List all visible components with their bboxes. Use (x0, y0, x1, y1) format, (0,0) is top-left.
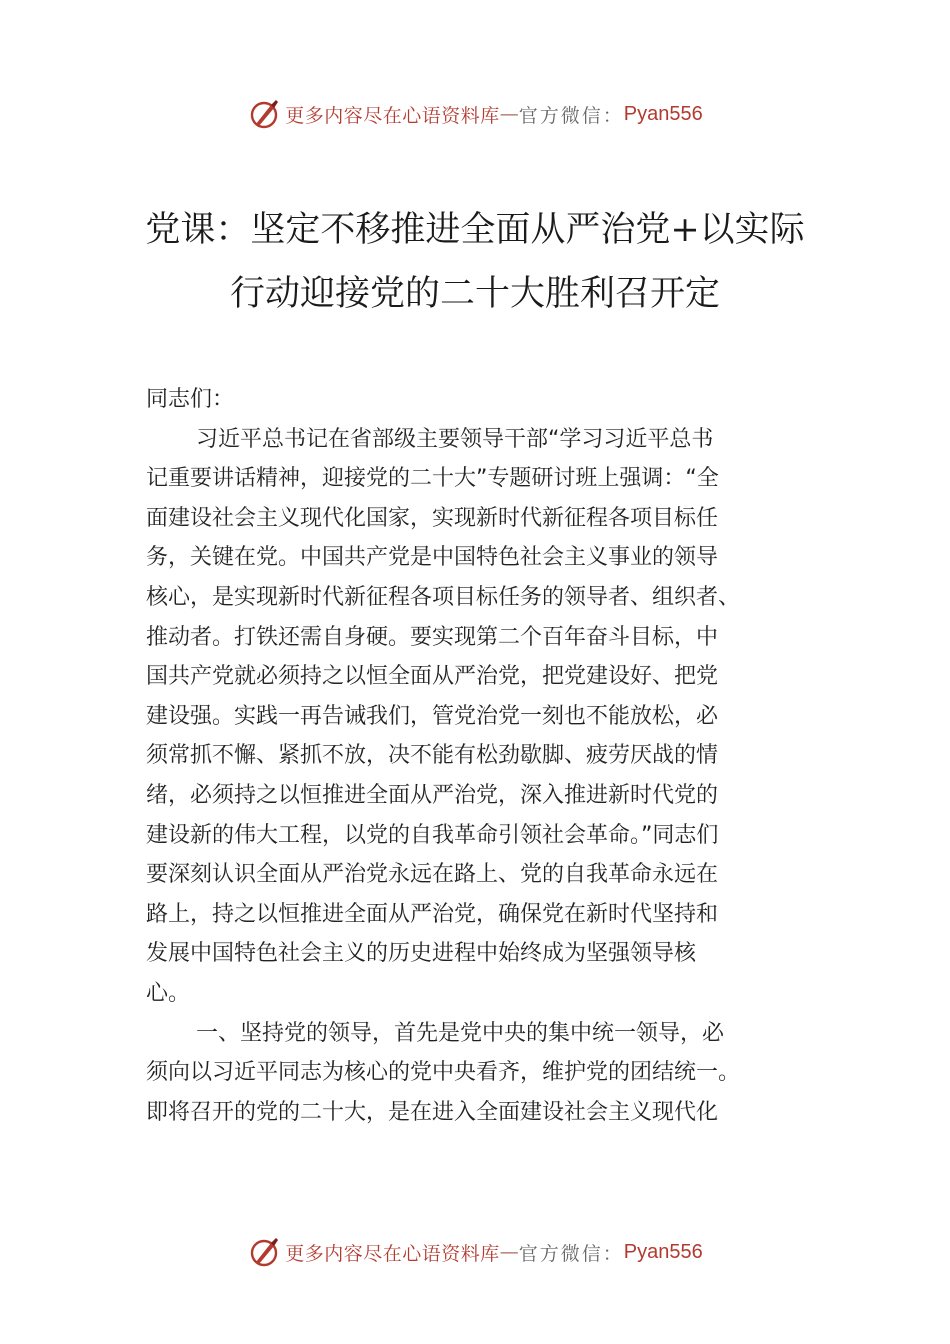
document-body (146, 380, 836, 1132)
paragraph-line: 建设新的伟大工程，以党的自我革命引领社会革命。”同志们 (146, 822, 719, 848)
paragraph-line: 路上，持之以恒推进全面从严治党，确保党在新时代坚持和 (146, 901, 719, 927)
paragraph-line: 发展中国特色社会主义的历史进程中始终成为坚强领导核 (146, 941, 697, 967)
paragraph-line: 绪，必须持之以恒推进全面从严治党，深入推进新时代党的 (146, 782, 719, 808)
paragraph-line: 推动者。打铁还需自身硬。要实现第二个百年奋斗目标，中 (146, 624, 719, 650)
wechat-label: 官方微信： (518, 104, 624, 127)
paragraph-line: 一、坚持党的领导，首先是党中央的集中统一领导，必 (196, 1020, 725, 1046)
quill-logo-icon (247, 1235, 281, 1269)
document-title (100, 198, 850, 326)
brand-name: 更多内容尽在心语资料库 (285, 1242, 500, 1265)
wechat-id: Pyan556 (623, 1240, 703, 1263)
title-line-2: 行动迎接党的二十大胜利召开定 (229, 274, 720, 314)
brand-name: 更多内容尽在心语资料库 (285, 104, 500, 127)
paragraph-line: 习近平总书记在省部级主要领导干部“学习习近平总书 (196, 426, 714, 452)
quill-logo-icon (247, 97, 281, 131)
banner-separator: — (499, 103, 519, 125)
paragraph-line: 须向以习近平同志为核心的党中央看齐，维护党的团结统一。 (146, 1060, 741, 1086)
header-banner (0, 94, 950, 134)
paragraph-line: 建设强。实践一再告诫我们，管党治党一刻也不能放松，必 (146, 703, 719, 729)
salutation: 同志们： (146, 387, 235, 412)
paragraph-line: 要深刻认识全面从严治党永远在路上、党的自我革命永远在 (146, 862, 719, 888)
title-line-1: 党课：坚定不移推进全面从严治党+以实际 (145, 210, 805, 250)
paragraph-1 (146, 420, 836, 1014)
banner-separator: — (499, 1241, 519, 1263)
paragraph-line: 心。 (146, 980, 191, 1006)
paragraph-line: 即将召开的党的二十大，是在进入全面建设社会主义现代化 (146, 1099, 719, 1125)
paragraph-line: 须常抓不懈、紧抓不放，决不能有松劲歇脚、疲劳厌战的情 (146, 743, 719, 769)
paragraph-line: 核心，是实现新时代新征程各项目标任务的领导者、组织者、 (146, 584, 741, 610)
paragraph-line: 记重要讲话精神，迎接党的二十大”专题研讨班上强调：“全 (146, 466, 719, 492)
wechat-label: 官方微信： (518, 1242, 624, 1265)
paragraph-line: 国共产党就必须持之以恒全面从严治党，把党建设好、把党 (146, 664, 719, 690)
paragraph-line: 面建设社会主义现代化国家，实现新时代新征程各项目标任 (146, 505, 719, 531)
wechat-id: Pyan556 (623, 102, 703, 125)
footer-banner (0, 1232, 950, 1272)
paragraph-2 (146, 1014, 836, 1133)
paragraph-line: 务，关键在党。中国共产党是中国特色社会主义事业的领导 (146, 545, 719, 571)
